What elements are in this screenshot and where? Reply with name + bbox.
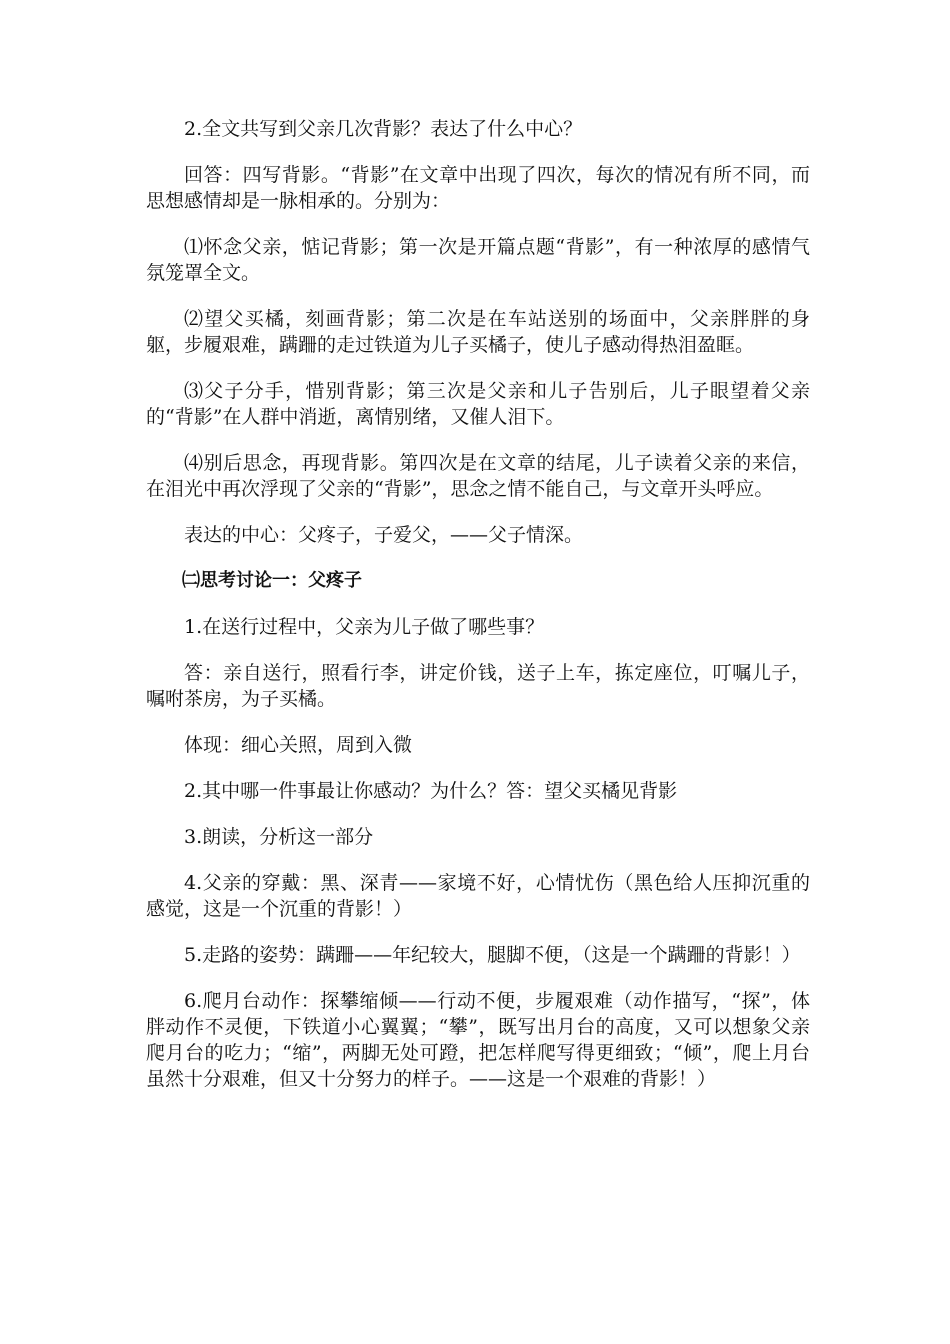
question-6-paragraph: 6.爬月台动作：探攀缩倾——行动不便，步履艰难（动作描写，“探”，体胖动作不灵便，下铁道小心翼翼；“攀”，既写出月台的高度，又可以想象父亲爬月台的吃力；“缩”，两脚无处可蹬，把怎样爬写得更细致；“倾”，爬上月台虽然十分艰难，但又十分努力的样子。——这是一个艰难的背影！）	[146, 990, 810, 1090]
point-2-paragraph: ⑵望父买橘，刻画背影；第二次是在车站送别的场面中，父亲胖胖的身躯，步履艰难，蹒跚的走过铁道为儿子买橘子，使儿子感动得热泪盈眶。	[146, 308, 810, 356]
answer-paragraph: 回答：四写背影。“背影”在文章中出现了四次，每次的情况有所不同，而思想感情却是一脉相承的。分别为：	[146, 164, 810, 212]
section-heading: ㈡思考讨论一：父疼子	[182, 570, 362, 591]
question-5-paragraph: 5.走路的姿势：蹒跚——年纪较大，腿脚不便，（这是一个蹒跚的背影！）	[184, 944, 801, 966]
embodiment-paragraph: 体现：细心关照，周到入微	[184, 734, 413, 756]
question-2-heading: 2.全文共写到父亲几次背影？表达了什么中心？	[184, 118, 583, 140]
answer-1-paragraph: 答：亲自送行，照看行李，讲定价钱，送子上车，拣定座位，叮嘱儿子，嘱咐茶房，为子买橘。	[146, 662, 810, 710]
point-3-paragraph: ⑶父子分手，惜别背影；第三次是父亲和儿子告别后，儿子眼望着父亲的“背影”在人群中消逝，离情别绪，又催人泪下。	[146, 380, 810, 428]
point-1-paragraph: ⑴怀念父亲，惦记背影；第一次是开篇点题“背影”，有一种浓厚的感情气氛笼罩全文。	[146, 236, 810, 284]
document-page	[146, 116, 810, 1092]
question-1-paragraph: 1.在送行过程中，父亲为儿子做了哪些事？	[184, 616, 545, 638]
point-4-paragraph: ⑷别后思念，再现背影。第四次是在文章的结尾，儿子读着父亲的来信，在泪光中再次浮现了父亲的“背影”，思念之情不能自己，与文章开头呼应。	[146, 452, 810, 500]
question-4-paragraph: 4.父亲的穿戴：黑、深青——家境不好，心情忧伤（黑色给人压抑沉重的感觉，这是一个沉重的背影！）	[146, 872, 810, 920]
center-idea-paragraph: 表达的中心：父疼子，子爱父，——父子情深。	[184, 524, 584, 546]
question-3-paragraph: 3.朗读，分析这一部分	[184, 826, 374, 848]
question-2-paragraph: 2.其中哪一件事最让你感动？为什么？答：望父买橘见背影	[184, 780, 678, 802]
